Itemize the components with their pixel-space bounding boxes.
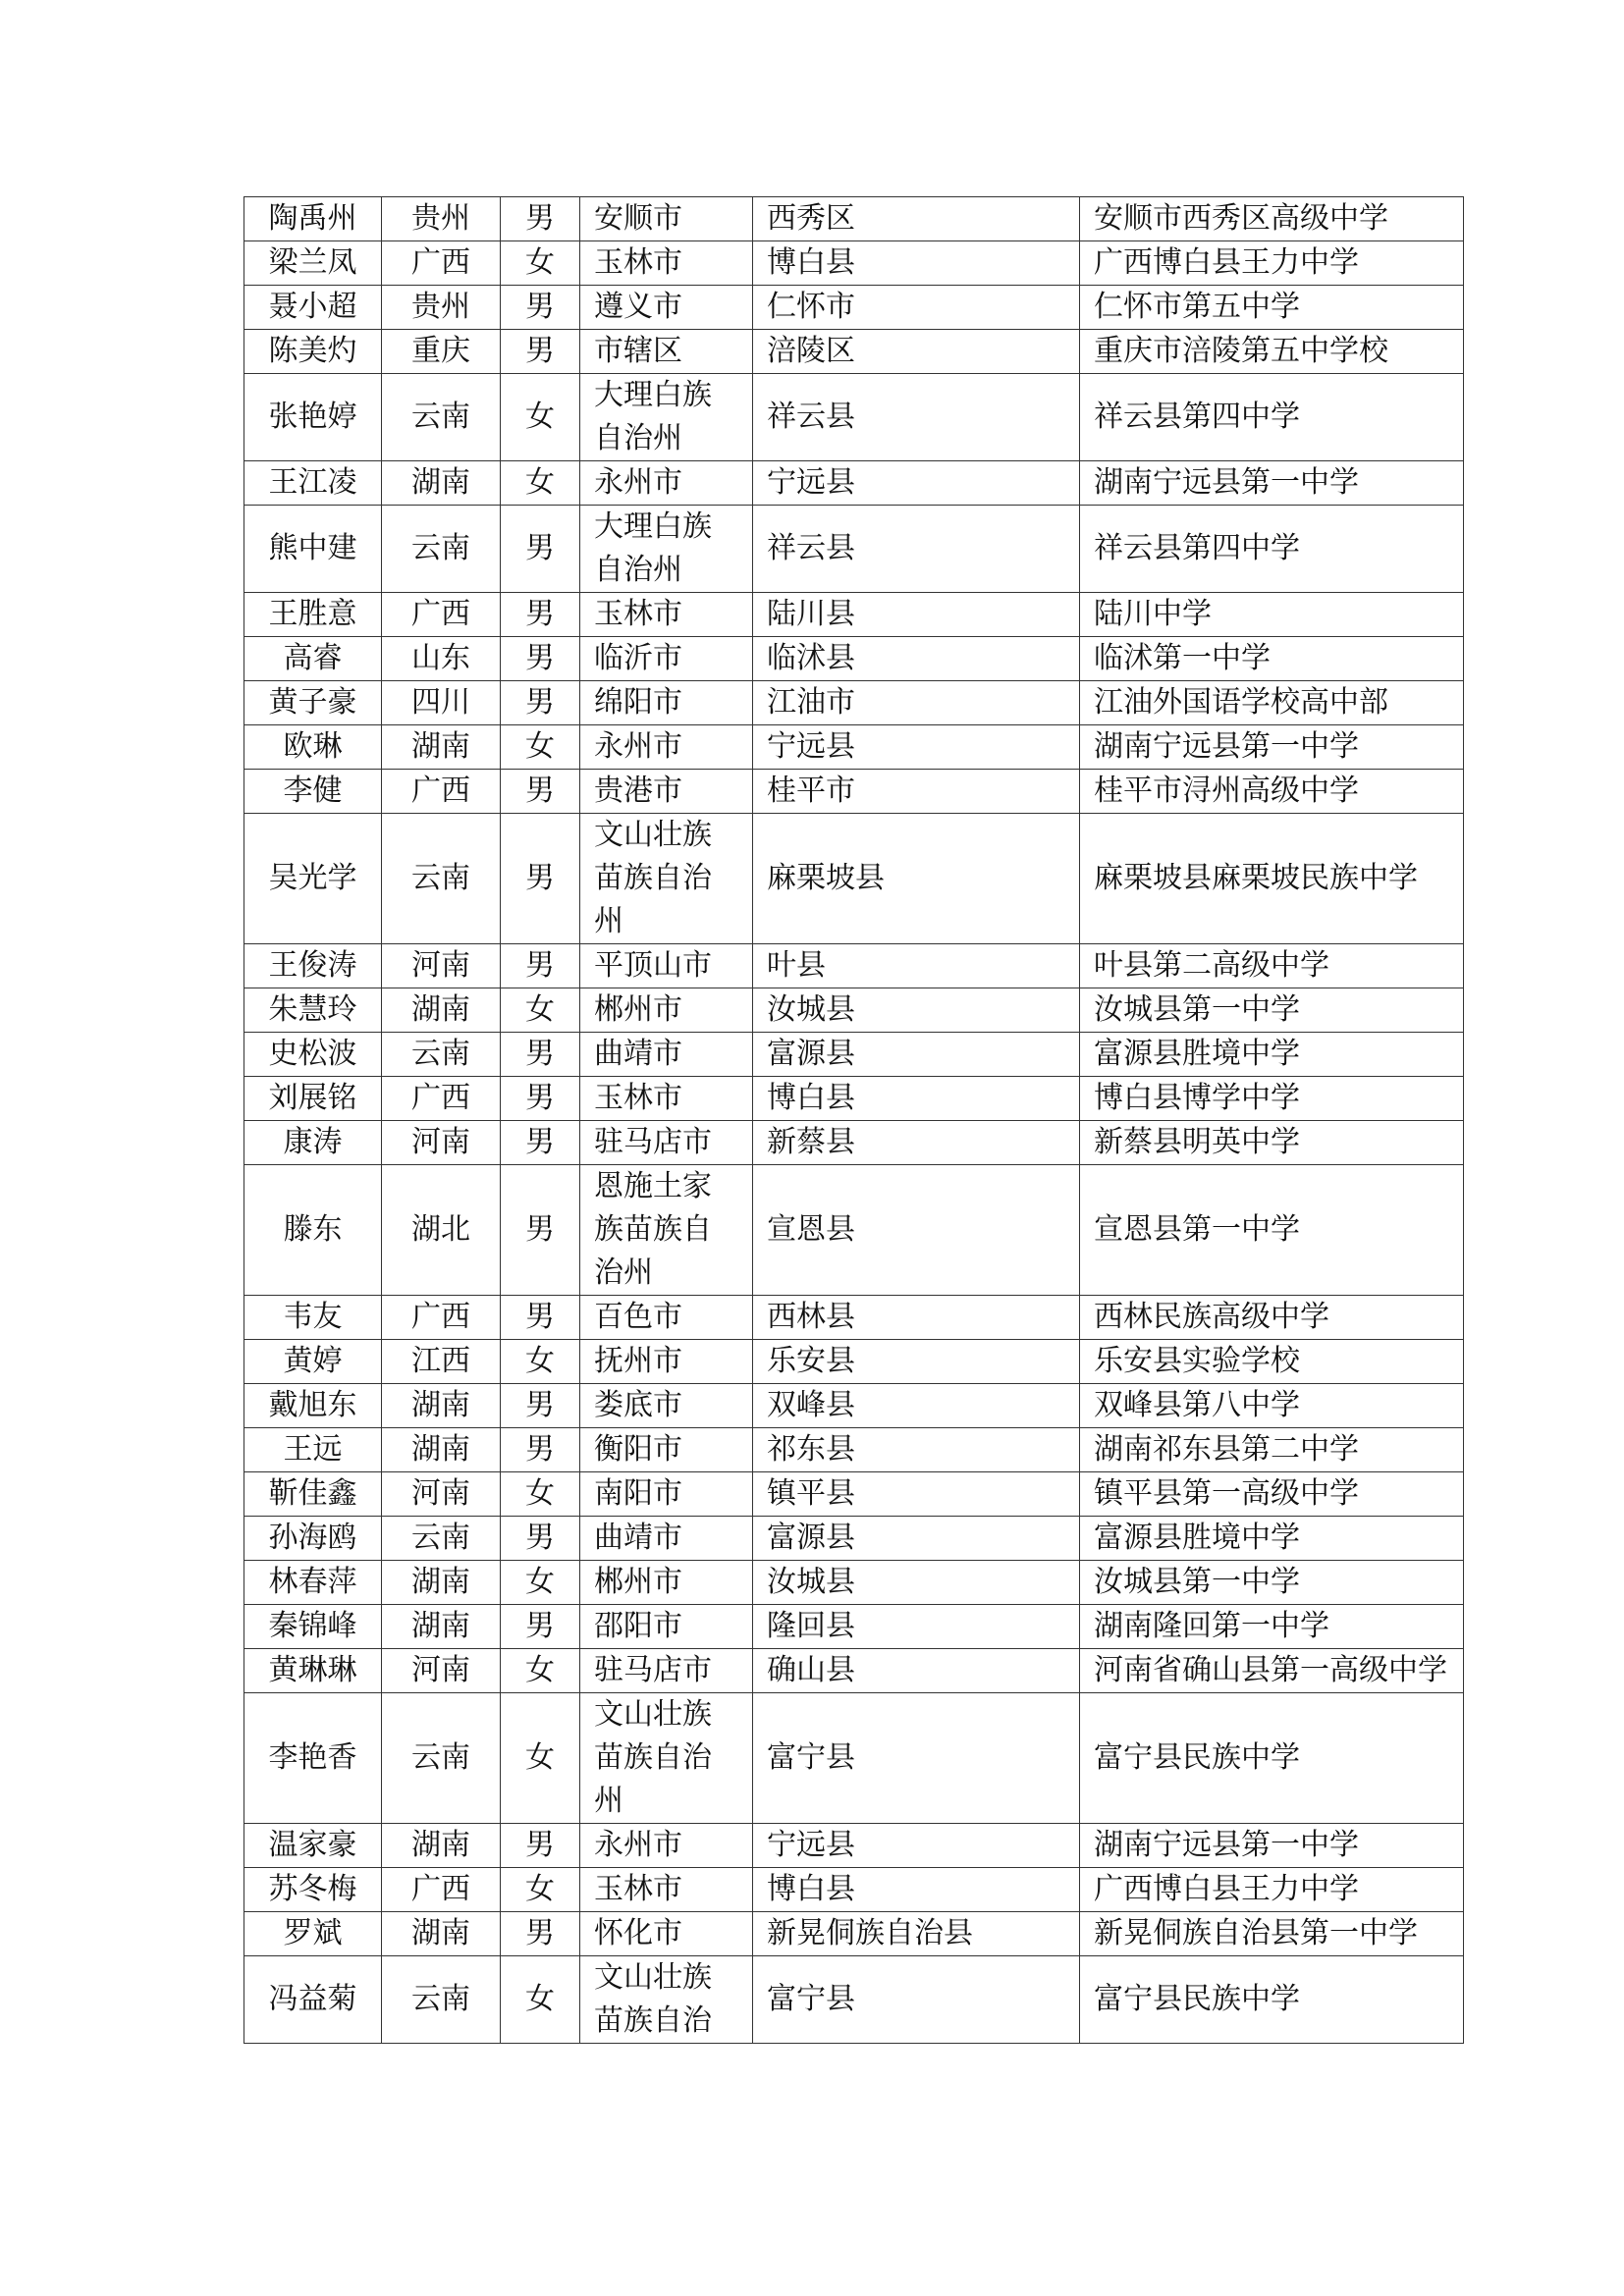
table-row	[244, 1649, 1464, 1693]
cell-county: 博白县	[753, 241, 1080, 286]
cell-gender: 男	[501, 286, 580, 330]
table-row	[244, 681, 1464, 725]
cell-city: 永州市	[580, 1824, 753, 1868]
table-row	[244, 1605, 1464, 1649]
cell-school: 陆川中学	[1080, 593, 1464, 637]
cell-province: 湖南	[382, 461, 501, 506]
cell-name: 黄婷	[244, 1340, 382, 1384]
cell-county: 博白县	[753, 1077, 1080, 1121]
cell-school: 祥云县第四中学	[1080, 506, 1464, 593]
cell-name: 黄子豪	[244, 681, 382, 725]
cell-name: 聂小超	[244, 286, 382, 330]
cell-county: 江油市	[753, 681, 1080, 725]
table-row	[244, 725, 1464, 770]
cell-province: 湖南	[382, 1912, 501, 1956]
cell-name: 滕东	[244, 1165, 382, 1296]
cell-province: 广西	[382, 241, 501, 286]
cell-name: 王俊涛	[244, 944, 382, 988]
cell-name: 史松波	[244, 1033, 382, 1077]
cell-county: 西秀区	[753, 197, 1080, 241]
cell-province: 云南	[382, 814, 501, 944]
cell-county: 叶县	[753, 944, 1080, 988]
table-row	[244, 988, 1464, 1033]
cell-province: 湖南	[382, 725, 501, 770]
cell-name: 王胜意	[244, 593, 382, 637]
cell-county: 双峰县	[753, 1384, 1080, 1428]
cell-name: 朱慧玲	[244, 988, 382, 1033]
cell-gender: 女	[501, 988, 580, 1033]
cell-county: 麻栗坡县	[753, 814, 1080, 944]
cell-province: 湖南	[382, 988, 501, 1033]
cell-province: 云南	[382, 1033, 501, 1077]
cell-county: 汝城县	[753, 1561, 1080, 1605]
cell-province: 河南	[382, 944, 501, 988]
cell-gender: 男	[501, 197, 580, 241]
cell-school: 新蔡县明英中学	[1080, 1121, 1464, 1165]
cell-city: 驻马店市	[580, 1649, 753, 1693]
cell-school: 乐安县实验学校	[1080, 1340, 1464, 1384]
cell-city: 郴州市	[580, 1561, 753, 1605]
cell-county: 富宁县	[753, 1693, 1080, 1824]
cell-school: 汝城县第一中学	[1080, 988, 1464, 1033]
cell-city: 玉林市	[580, 1077, 753, 1121]
cell-city: 市辖区	[580, 330, 753, 374]
cell-name: 冯益菊	[244, 1956, 382, 2044]
cell-name: 韦友	[244, 1296, 382, 1340]
cell-gender: 男	[501, 1077, 580, 1121]
cell-gender: 男	[501, 944, 580, 988]
cell-province: 云南	[382, 1517, 501, 1561]
cell-school: 湖南宁远县第一中学	[1080, 725, 1464, 770]
cell-gender: 女	[501, 1956, 580, 2044]
table-row	[244, 1912, 1464, 1956]
cell-school: 博白县博学中学	[1080, 1077, 1464, 1121]
cell-province: 湖北	[382, 1165, 501, 1296]
table-row	[244, 1340, 1464, 1384]
cell-county: 隆回县	[753, 1605, 1080, 1649]
cell-county: 乐安县	[753, 1340, 1080, 1384]
cell-city: 驻马店市	[580, 1121, 753, 1165]
cell-city: 文山壮族苗族自治州	[580, 1693, 753, 1824]
cell-province: 广西	[382, 1296, 501, 1340]
cell-school: 江油外国语学校高中部	[1080, 681, 1464, 725]
cell-name: 林春萍	[244, 1561, 382, 1605]
table-row	[244, 1693, 1464, 1824]
cell-school: 广西博白县王力中学	[1080, 241, 1464, 286]
cell-gender: 女	[501, 1693, 580, 1824]
table-row	[244, 197, 1464, 241]
cell-city: 遵义市	[580, 286, 753, 330]
cell-name: 康涛	[244, 1121, 382, 1165]
table-row	[244, 944, 1464, 988]
cell-gender: 男	[501, 330, 580, 374]
cell-name: 梁兰凤	[244, 241, 382, 286]
cell-gender: 男	[501, 814, 580, 944]
cell-school: 湖南宁远县第一中学	[1080, 461, 1464, 506]
cell-province: 河南	[382, 1121, 501, 1165]
cell-school: 祥云县第四中学	[1080, 374, 1464, 461]
cell-city: 玉林市	[580, 241, 753, 286]
table-row	[244, 461, 1464, 506]
table-row	[244, 1121, 1464, 1165]
cell-name: 黄琳琳	[244, 1649, 382, 1693]
cell-county: 宁远县	[753, 1824, 1080, 1868]
cell-gender: 女	[501, 1561, 580, 1605]
cell-city: 绵阳市	[580, 681, 753, 725]
cell-province: 四川	[382, 681, 501, 725]
cell-province: 湖南	[382, 1824, 501, 1868]
cell-county: 陆川县	[753, 593, 1080, 637]
cell-school: 宣恩县第一中学	[1080, 1165, 1464, 1296]
cell-school: 麻栗坡县麻栗坡民族中学	[1080, 814, 1464, 944]
cell-province: 云南	[382, 1956, 501, 2044]
cell-city: 衡阳市	[580, 1428, 753, 1472]
cell-gender: 男	[501, 1912, 580, 1956]
cell-province: 湖南	[382, 1428, 501, 1472]
cell-name: 高睿	[244, 637, 382, 681]
cell-county: 祥云县	[753, 374, 1080, 461]
cell-name: 欧琳	[244, 725, 382, 770]
table-row	[244, 770, 1464, 814]
cell-province: 河南	[382, 1472, 501, 1517]
cell-school: 广西博白县王力中学	[1080, 1868, 1464, 1912]
cell-province: 广西	[382, 1077, 501, 1121]
table-row	[244, 506, 1464, 593]
cell-city: 郴州市	[580, 988, 753, 1033]
table-row	[244, 286, 1464, 330]
cell-county: 临沭县	[753, 637, 1080, 681]
cell-county: 宁远县	[753, 725, 1080, 770]
table-row	[244, 1296, 1464, 1340]
cell-city: 大理白族自治州	[580, 506, 753, 593]
cell-gender: 男	[501, 1296, 580, 1340]
cell-name: 陈美灼	[244, 330, 382, 374]
cell-province: 广西	[382, 770, 501, 814]
cell-school: 仁怀市第五中学	[1080, 286, 1464, 330]
cell-name: 吴光学	[244, 814, 382, 944]
table-row	[244, 1517, 1464, 1561]
cell-school: 富宁县民族中学	[1080, 1956, 1464, 2044]
cell-gender: 男	[501, 593, 580, 637]
table-row	[244, 1428, 1464, 1472]
cell-name: 刘展铭	[244, 1077, 382, 1121]
cell-gender: 男	[501, 681, 580, 725]
cell-city: 恩施土家族苗族自治州	[580, 1165, 753, 1296]
cell-city: 玉林市	[580, 593, 753, 637]
cell-name: 李健	[244, 770, 382, 814]
cell-city: 安顺市	[580, 197, 753, 241]
cell-city: 平顶山市	[580, 944, 753, 988]
cell-county: 镇平县	[753, 1472, 1080, 1517]
cell-gender: 男	[501, 637, 580, 681]
table-row	[244, 593, 1464, 637]
cell-gender: 女	[501, 1340, 580, 1384]
cell-gender: 女	[501, 374, 580, 461]
cell-province: 贵州	[382, 286, 501, 330]
table-row	[244, 241, 1464, 286]
cell-city: 文山壮族苗族自治	[580, 1956, 753, 2044]
cell-province: 云南	[382, 506, 501, 593]
cell-school: 河南省确山县第一高级中学	[1080, 1649, 1464, 1693]
cell-city: 百色市	[580, 1296, 753, 1340]
cell-city: 玉林市	[580, 1868, 753, 1912]
cell-school: 桂平市浔州高级中学	[1080, 770, 1464, 814]
cell-city: 永州市	[580, 725, 753, 770]
cell-school: 临沭第一中学	[1080, 637, 1464, 681]
cell-school: 富源县胜境中学	[1080, 1517, 1464, 1561]
cell-county: 宣恩县	[753, 1165, 1080, 1296]
cell-school: 双峰县第八中学	[1080, 1384, 1464, 1428]
cell-gender: 男	[501, 770, 580, 814]
table-row	[244, 1824, 1464, 1868]
cell-county: 仁怀市	[753, 286, 1080, 330]
cell-county: 确山县	[753, 1649, 1080, 1693]
table-row	[244, 637, 1464, 681]
cell-gender: 男	[501, 1605, 580, 1649]
cell-county: 祁东县	[753, 1428, 1080, 1472]
cell-county: 富源县	[753, 1517, 1080, 1561]
cell-school: 镇平县第一高级中学	[1080, 1472, 1464, 1517]
student-table	[244, 196, 1464, 2044]
cell-county: 桂平市	[753, 770, 1080, 814]
cell-province: 广西	[382, 593, 501, 637]
table-row	[244, 330, 1464, 374]
cell-school: 富源县胜境中学	[1080, 1033, 1464, 1077]
cell-gender: 女	[501, 1472, 580, 1517]
cell-school: 叶县第二高级中学	[1080, 944, 1464, 988]
table-row	[244, 1956, 1464, 2044]
cell-province: 广西	[382, 1868, 501, 1912]
cell-province: 江西	[382, 1340, 501, 1384]
cell-gender: 女	[501, 1868, 580, 1912]
cell-county: 博白县	[753, 1868, 1080, 1912]
table-row	[244, 1561, 1464, 1605]
table-row	[244, 1033, 1464, 1077]
cell-county: 新蔡县	[753, 1121, 1080, 1165]
cell-school: 汝城县第一中学	[1080, 1561, 1464, 1605]
cell-gender: 男	[501, 1824, 580, 1868]
cell-school: 湖南隆回第一中学	[1080, 1605, 1464, 1649]
student-table-body	[244, 197, 1464, 2044]
cell-province: 湖南	[382, 1561, 501, 1605]
cell-gender: 男	[501, 1428, 580, 1472]
cell-city: 曲靖市	[580, 1517, 753, 1561]
cell-name: 张艳婷	[244, 374, 382, 461]
cell-province: 重庆	[382, 330, 501, 374]
cell-name: 戴旭东	[244, 1384, 382, 1428]
cell-province: 河南	[382, 1649, 501, 1693]
cell-city: 大理白族自治州	[580, 374, 753, 461]
cell-gender: 男	[501, 506, 580, 593]
cell-name: 熊中建	[244, 506, 382, 593]
cell-school: 湖南祁东县第二中学	[1080, 1428, 1464, 1472]
cell-city: 永州市	[580, 461, 753, 506]
cell-name: 靳佳鑫	[244, 1472, 382, 1517]
cell-gender: 女	[501, 461, 580, 506]
cell-city: 临沂市	[580, 637, 753, 681]
cell-city: 曲靖市	[580, 1033, 753, 1077]
cell-school: 重庆市涪陵第五中学校	[1080, 330, 1464, 374]
cell-name: 王远	[244, 1428, 382, 1472]
table-row	[244, 814, 1464, 944]
table-row	[244, 1077, 1464, 1121]
cell-province: 山东	[382, 637, 501, 681]
cell-name: 王江凌	[244, 461, 382, 506]
cell-name: 李艳香	[244, 1693, 382, 1824]
cell-province: 湖南	[382, 1384, 501, 1428]
cell-city: 抚州市	[580, 1340, 753, 1384]
cell-gender: 男	[501, 1121, 580, 1165]
cell-name: 陶禹州	[244, 197, 382, 241]
cell-county: 富宁县	[753, 1956, 1080, 2044]
cell-gender: 男	[501, 1517, 580, 1561]
table-row	[244, 1868, 1464, 1912]
cell-gender: 女	[501, 725, 580, 770]
cell-school: 新晃侗族自治县第一中学	[1080, 1912, 1464, 1956]
cell-county: 西林县	[753, 1296, 1080, 1340]
cell-city: 南阳市	[580, 1472, 753, 1517]
cell-name: 温家豪	[244, 1824, 382, 1868]
cell-county: 祥云县	[753, 506, 1080, 593]
cell-county: 汝城县	[753, 988, 1080, 1033]
cell-city: 贵港市	[580, 770, 753, 814]
table-row	[244, 1384, 1464, 1428]
cell-name: 苏冬梅	[244, 1868, 382, 1912]
cell-county: 新晃侗族自治县	[753, 1912, 1080, 1956]
cell-gender: 女	[501, 241, 580, 286]
cell-county: 涪陵区	[753, 330, 1080, 374]
cell-name: 孙海鸥	[244, 1517, 382, 1561]
cell-county: 宁远县	[753, 461, 1080, 506]
table-row	[244, 374, 1464, 461]
cell-city: 文山壮族苗族自治州	[580, 814, 753, 944]
cell-gender: 男	[501, 1033, 580, 1077]
cell-name: 秦锦峰	[244, 1605, 382, 1649]
cell-gender: 女	[501, 1649, 580, 1693]
table-row	[244, 1472, 1464, 1517]
cell-school: 安顺市西秀区高级中学	[1080, 197, 1464, 241]
cell-province: 贵州	[382, 197, 501, 241]
cell-city: 怀化市	[580, 1912, 753, 1956]
cell-county: 富源县	[753, 1033, 1080, 1077]
cell-province: 湖南	[382, 1605, 501, 1649]
cell-name: 罗斌	[244, 1912, 382, 1956]
cell-school: 西林民族高级中学	[1080, 1296, 1464, 1340]
cell-province: 云南	[382, 1693, 501, 1824]
cell-school: 富宁县民族中学	[1080, 1693, 1464, 1824]
cell-province: 云南	[382, 374, 501, 461]
cell-city: 娄底市	[580, 1384, 753, 1428]
cell-city: 邵阳市	[580, 1605, 753, 1649]
cell-gender: 男	[501, 1165, 580, 1296]
table-row	[244, 1165, 1464, 1296]
cell-gender: 男	[501, 1384, 580, 1428]
cell-school: 湖南宁远县第一中学	[1080, 1824, 1464, 1868]
